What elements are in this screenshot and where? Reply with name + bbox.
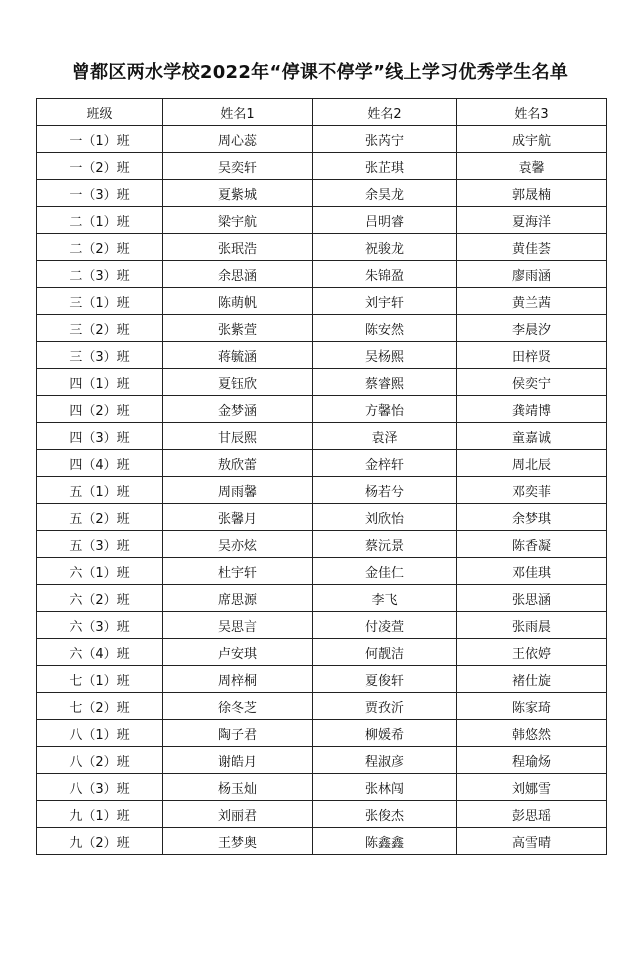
class-cell: 四（3）班	[37, 423, 163, 450]
student-name-cell: 成宇航	[457, 126, 607, 153]
table-header-row	[37, 99, 607, 126]
class-cell: 八（3）班	[37, 774, 163, 801]
student-name-cell: 刘宇轩	[313, 288, 457, 315]
table-row	[37, 720, 607, 747]
student-name-cell: 周雨馨	[163, 477, 313, 504]
student-name-cell: 吴亦炫	[163, 531, 313, 558]
student-name-cell: 金梦涵	[163, 396, 313, 423]
header-name-1: 姓名1	[163, 99, 313, 126]
student-name-cell: 袁馨	[457, 153, 607, 180]
class-cell: 九（2）班	[37, 828, 163, 855]
class-cell: 六（4）班	[37, 639, 163, 666]
class-cell: 一（3）班	[37, 180, 163, 207]
table-row	[37, 423, 607, 450]
student-name-cell: 敖欣蕾	[163, 450, 313, 477]
student-name-cell: 何靓洁	[313, 639, 457, 666]
student-name-cell: 甘辰熙	[163, 423, 313, 450]
table-row	[37, 666, 607, 693]
student-name-cell: 陈鑫鑫	[313, 828, 457, 855]
student-name-cell: 张俊杰	[313, 801, 457, 828]
student-name-cell: 金梓轩	[313, 450, 457, 477]
student-name-cell: 彭思瑶	[457, 801, 607, 828]
student-name-cell: 祝骏龙	[313, 234, 457, 261]
student-name-cell: 张馨月	[163, 504, 313, 531]
student-name-cell: 贾孜沂	[313, 693, 457, 720]
student-name-cell: 陈家琦	[457, 693, 607, 720]
class-cell: 五（1）班	[37, 477, 163, 504]
table-row	[37, 477, 607, 504]
student-name-cell: 柳媛希	[313, 720, 457, 747]
class-cell: 五（2）班	[37, 504, 163, 531]
student-name-cell: 陈香凝	[457, 531, 607, 558]
student-name-cell: 余梦琪	[457, 504, 607, 531]
student-name-cell: 夏钰欣	[163, 369, 313, 396]
student-name-cell: 刘娜雪	[457, 774, 607, 801]
class-cell: 三（3）班	[37, 342, 163, 369]
student-name-cell: 褚仕旋	[457, 666, 607, 693]
table-row	[37, 207, 607, 234]
student-name-cell: 张芷琪	[313, 153, 457, 180]
table-row	[37, 180, 607, 207]
class-cell: 五（3）班	[37, 531, 163, 558]
class-cell: 二（3）班	[37, 261, 163, 288]
student-name-cell: 余思涵	[163, 261, 313, 288]
student-name-cell: 夏俊轩	[313, 666, 457, 693]
student-name-cell: 吴奕轩	[163, 153, 313, 180]
class-cell: 二（2）班	[37, 234, 163, 261]
student-name-cell: 张林闯	[313, 774, 457, 801]
student-name-cell: 王依婷	[457, 639, 607, 666]
student-name-cell: 吴杨熙	[313, 342, 457, 369]
table-row	[37, 126, 607, 153]
student-name-cell: 郭晟楠	[457, 180, 607, 207]
table-row	[37, 315, 607, 342]
student-name-cell: 韩悠然	[457, 720, 607, 747]
student-name-cell: 黄佳荟	[457, 234, 607, 261]
class-cell: 四（4）班	[37, 450, 163, 477]
table-row	[37, 828, 607, 855]
student-name-cell: 徐冬芝	[163, 693, 313, 720]
student-name-cell: 邓佳琪	[457, 558, 607, 585]
student-name-cell: 周北辰	[457, 450, 607, 477]
student-name-cell: 谢皓月	[163, 747, 313, 774]
table-row	[37, 531, 607, 558]
class-cell: 九（1）班	[37, 801, 163, 828]
table-body	[37, 126, 607, 855]
student-name-cell: 杨若兮	[313, 477, 457, 504]
page-title: 曾都区两水学校2022年“停课不停学”线上学习优秀学生名单	[71, 62, 569, 83]
header-class: 班级	[37, 99, 163, 126]
student-name-cell: 梁宇航	[163, 207, 313, 234]
student-name-cell: 张思涵	[457, 585, 607, 612]
table-row	[37, 153, 607, 180]
table-row	[37, 639, 607, 666]
student-name-cell: 吕明睿	[313, 207, 457, 234]
table-row	[37, 585, 607, 612]
student-name-cell: 杜宇轩	[163, 558, 313, 585]
class-cell: 一（2）班	[37, 153, 163, 180]
student-name-cell: 吴思言	[163, 612, 313, 639]
table-row	[37, 774, 607, 801]
table-row	[37, 801, 607, 828]
student-name-cell: 邓奕菲	[457, 477, 607, 504]
student-name-cell: 袁泽	[313, 423, 457, 450]
student-name-cell: 蔡睿熙	[313, 369, 457, 396]
class-cell: 七（1）班	[37, 666, 163, 693]
table-row	[37, 504, 607, 531]
student-name-cell: 刘丽君	[163, 801, 313, 828]
student-name-cell: 陶子君	[163, 720, 313, 747]
student-name-cell: 方馨怡	[313, 396, 457, 423]
table-row	[37, 396, 607, 423]
student-name-cell: 王梦奥	[163, 828, 313, 855]
class-cell: 四（1）班	[37, 369, 163, 396]
table-row	[37, 342, 607, 369]
student-name-cell: 龚靖博	[457, 396, 607, 423]
student-name-cell: 付凌萱	[313, 612, 457, 639]
student-name-cell: 席思源	[163, 585, 313, 612]
class-cell: 二（1）班	[37, 207, 163, 234]
student-name-cell: 李飞	[313, 585, 457, 612]
table-row	[37, 612, 607, 639]
student-name-cell: 周心蕊	[163, 126, 313, 153]
header-name-3: 姓名3	[457, 99, 607, 126]
class-cell: 四（2）班	[37, 396, 163, 423]
student-name-cell: 侯奕宁	[457, 369, 607, 396]
table-row	[37, 747, 607, 774]
student-name-cell: 张紫萱	[163, 315, 313, 342]
table-row	[37, 288, 607, 315]
table-row	[37, 450, 607, 477]
table-row	[37, 261, 607, 288]
student-name-cell: 黄兰茜	[457, 288, 607, 315]
class-cell: 六（3）班	[37, 612, 163, 639]
student-name-cell: 程淑彦	[313, 747, 457, 774]
table-row	[37, 693, 607, 720]
student-name-cell: 卢安琪	[163, 639, 313, 666]
student-name-cell: 余昊龙	[313, 180, 457, 207]
class-cell: 八（1）班	[37, 720, 163, 747]
class-cell: 三（1）班	[37, 288, 163, 315]
student-name-cell: 陈萌帆	[163, 288, 313, 315]
class-cell: 一（1）班	[37, 126, 163, 153]
class-cell: 三（2）班	[37, 315, 163, 342]
student-name-cell: 蒋毓涵	[163, 342, 313, 369]
student-name-cell: 张雨晨	[457, 612, 607, 639]
student-name-cell: 张芮宁	[313, 126, 457, 153]
student-name-cell: 李晨汐	[457, 315, 607, 342]
student-name-cell: 廖雨涵	[457, 261, 607, 288]
student-name-cell: 程瑜炀	[457, 747, 607, 774]
student-name-cell: 刘欣怡	[313, 504, 457, 531]
student-name-cell: 陈安然	[313, 315, 457, 342]
table-row	[37, 369, 607, 396]
student-name-cell: 周梓桐	[163, 666, 313, 693]
student-name-cell: 朱锦盈	[313, 261, 457, 288]
table-row	[37, 558, 607, 585]
student-roster-table	[36, 98, 607, 855]
student-name-cell: 杨玉灿	[163, 774, 313, 801]
student-name-cell: 高雪晴	[457, 828, 607, 855]
student-name-cell: 蔡沅景	[313, 531, 457, 558]
table-row	[37, 234, 607, 261]
header-name-2: 姓名2	[313, 99, 457, 126]
student-name-cell: 夏紫城	[163, 180, 313, 207]
class-cell: 六（2）班	[37, 585, 163, 612]
student-name-cell: 夏海洋	[457, 207, 607, 234]
student-name-cell: 童嘉诚	[457, 423, 607, 450]
student-name-cell: 金佳仁	[313, 558, 457, 585]
student-name-cell: 张珉浩	[163, 234, 313, 261]
student-name-cell: 田梓贤	[457, 342, 607, 369]
class-cell: 七（2）班	[37, 693, 163, 720]
class-cell: 六（1）班	[37, 558, 163, 585]
class-cell: 八（2）班	[37, 747, 163, 774]
